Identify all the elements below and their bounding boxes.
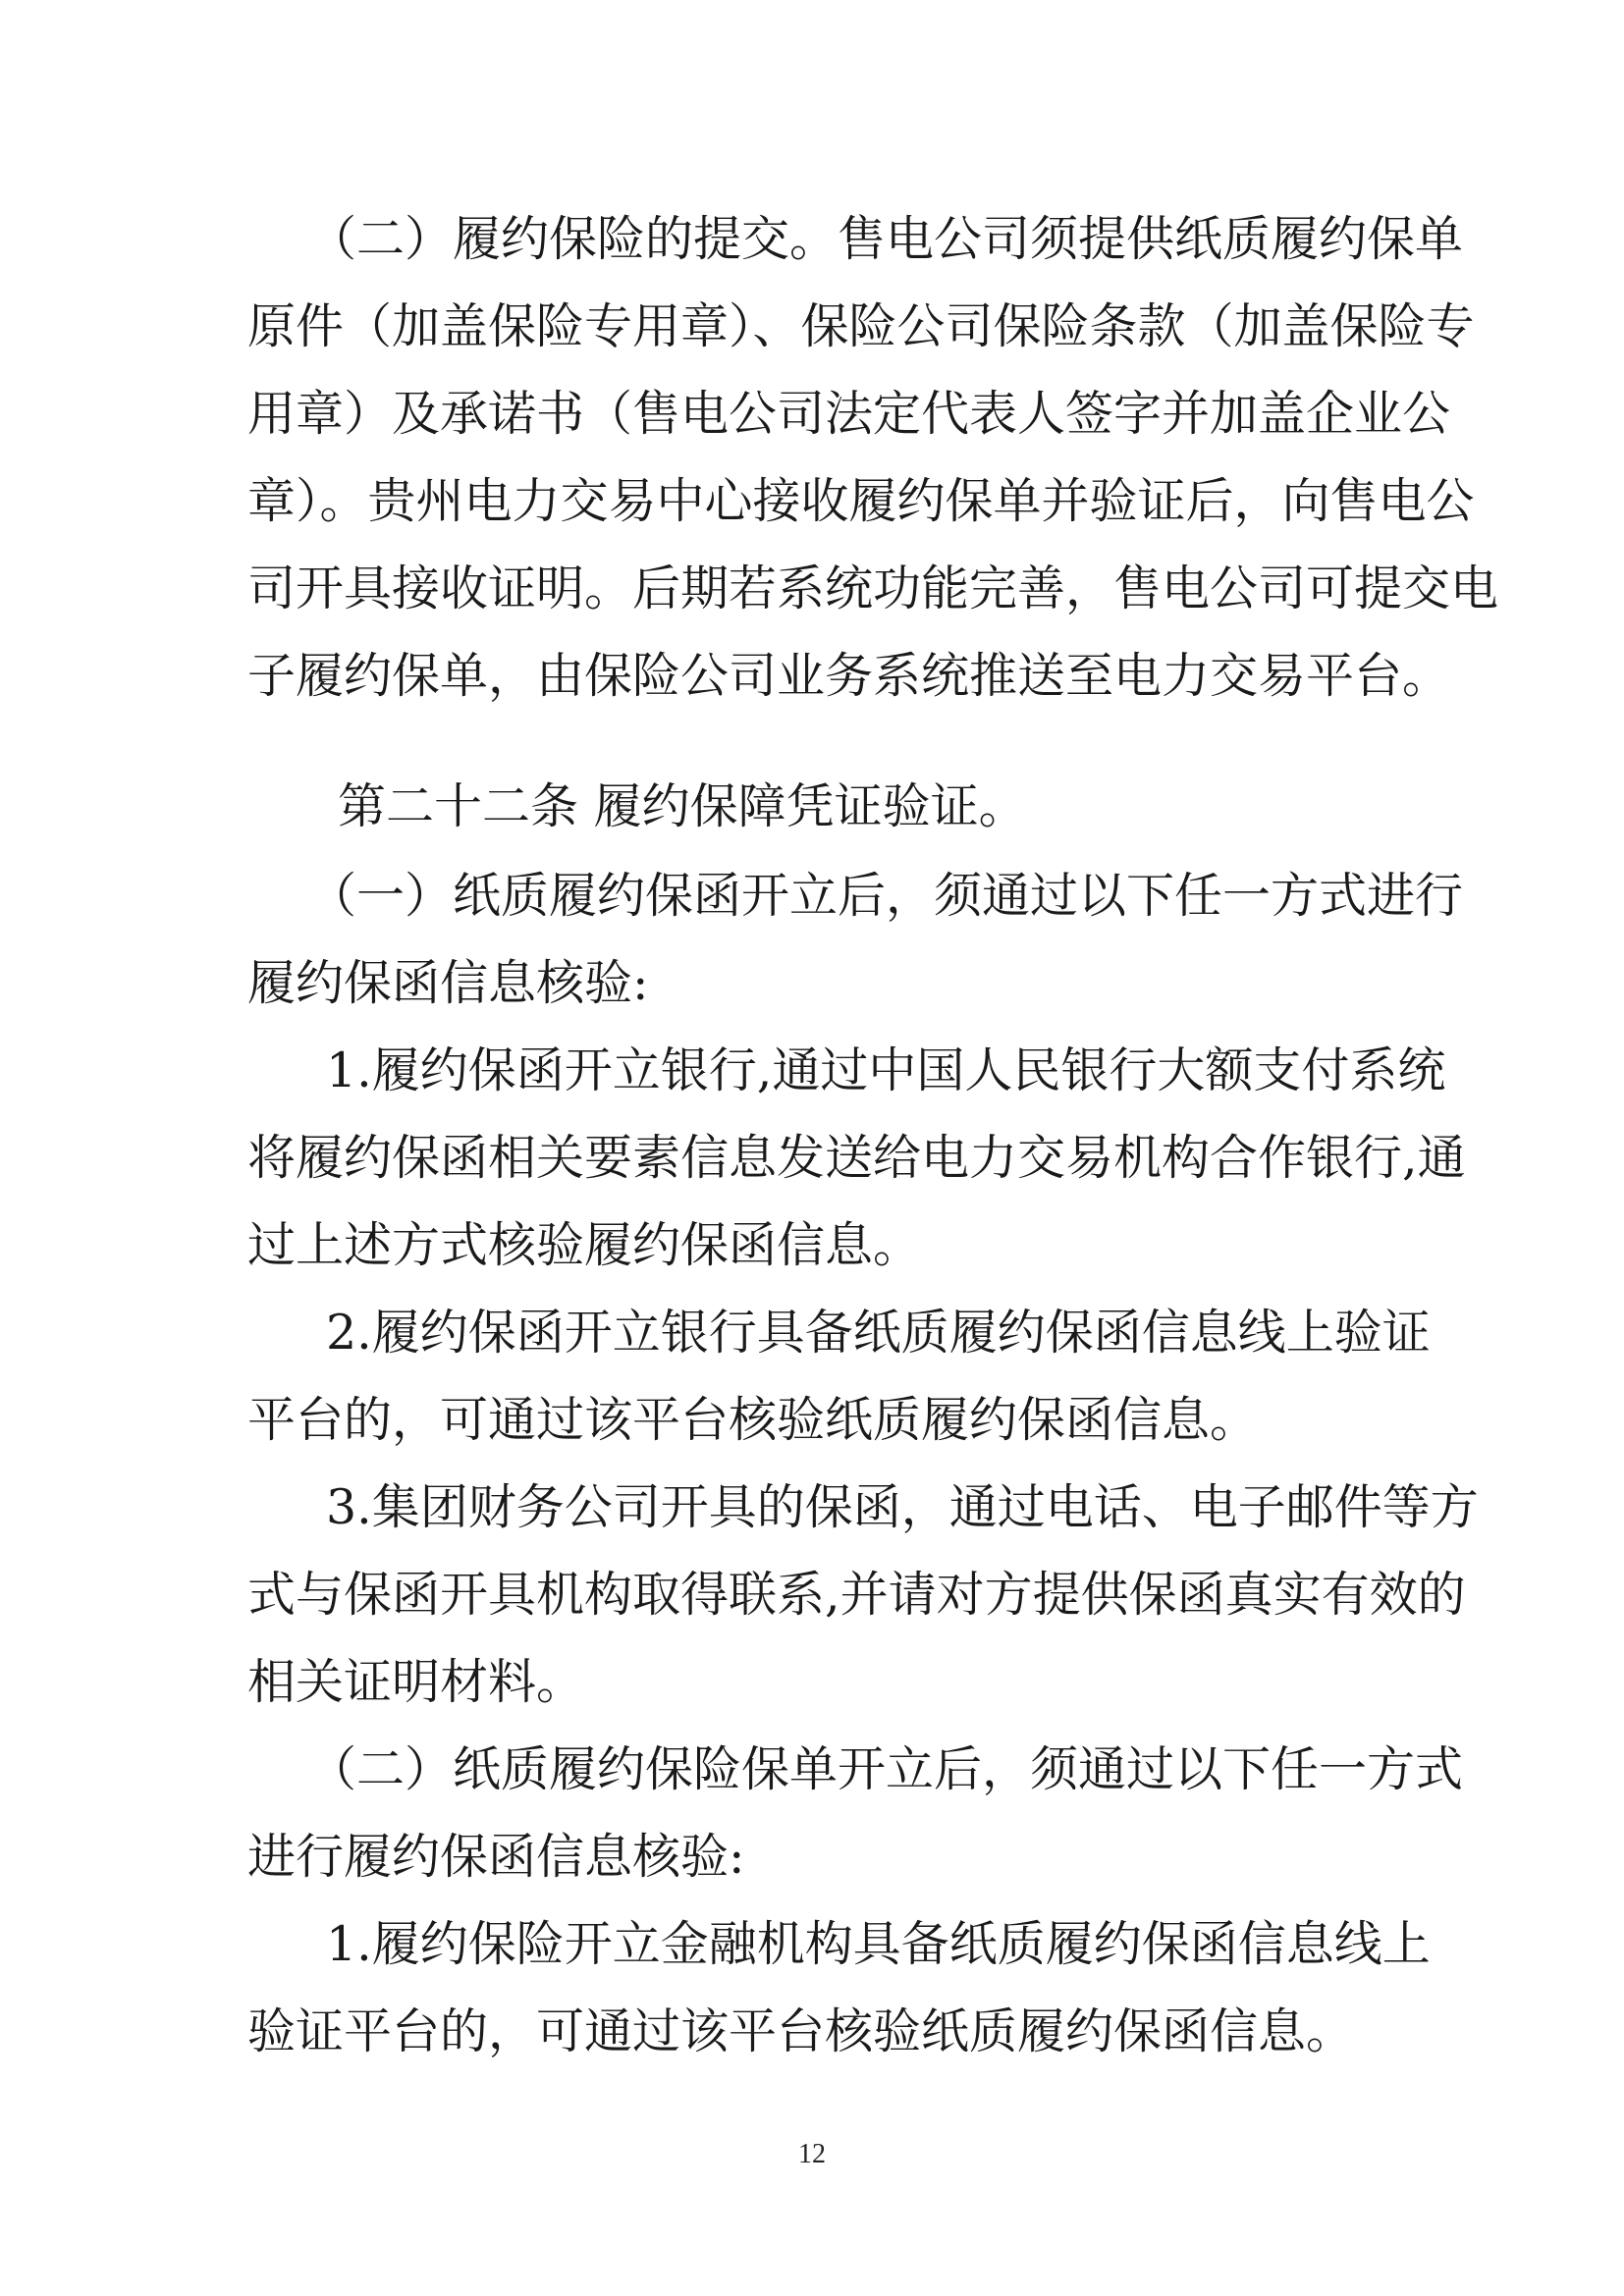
- text-line: （一）纸质履约保函开立后，须通过以下任一方式进行: [308, 868, 1464, 924]
- text-line: 验证平台的，可通过该平台核验纸质履约保函信息。: [247, 2003, 1355, 2059]
- text-line: 式与保函开具机构取得联系,并请对方提供保函真实有效的: [247, 1567, 1466, 1623]
- text-line: 履约保函信息核验:: [247, 955, 649, 1011]
- text-line: （二）履约保险的提交。售电公司须提供纸质履约保单: [308, 211, 1464, 267]
- text-line: 相关证明材料。: [247, 1654, 585, 1710]
- page-number: 12: [798, 2139, 826, 2169]
- text-line: 1.履约保险开立金融机构具备纸质履约保函信息线上: [326, 1916, 1431, 1972]
- text-line: 平台的，可通过该平台核验纸质履约保函信息。: [247, 1392, 1259, 1448]
- text-line: 子履约保单，由保险公司业务系统推送至电力交易平台。: [247, 648, 1451, 704]
- text-line: 过上述方式核验履约保函信息。: [247, 1217, 922, 1273]
- text-line: （二）纸质履约保险保单开立后，须通过以下任一方式: [308, 1741, 1464, 1797]
- text-line: 章）。贵州电力交易中心接收履约保单并验证后，向售电公: [247, 473, 1475, 529]
- text-line: 进行履约保函信息核验:: [247, 1829, 745, 1885]
- text-line: 3.集团财务公司开具的保函，通过电话、电子邮件等方: [326, 1479, 1479, 1535]
- text-line: 将履约保函相关要素信息发送给电力交易机构合作银行,通: [247, 1130, 1466, 1186]
- text-line: 2.履约保函开立银行具备纸质履约保函信息线上验证: [326, 1305, 1431, 1361]
- text-line: 原件（加盖保险专用章）、保险公司保险条款（加盖保险专: [247, 298, 1475, 354]
- text-line: 司开具接收证明。后期若系统功能完善，售电公司可提交电: [247, 561, 1499, 616]
- heading-text: 第二十二条 履约保障凭证验证。: [338, 778, 1027, 834]
- text-line: 用章）及承诺书（售电公司法定代表人签字并加盖企业公: [247, 386, 1451, 442]
- text-line: 1.履约保函开立银行,通过中国人民银行大额支付系统: [326, 1042, 1446, 1098]
